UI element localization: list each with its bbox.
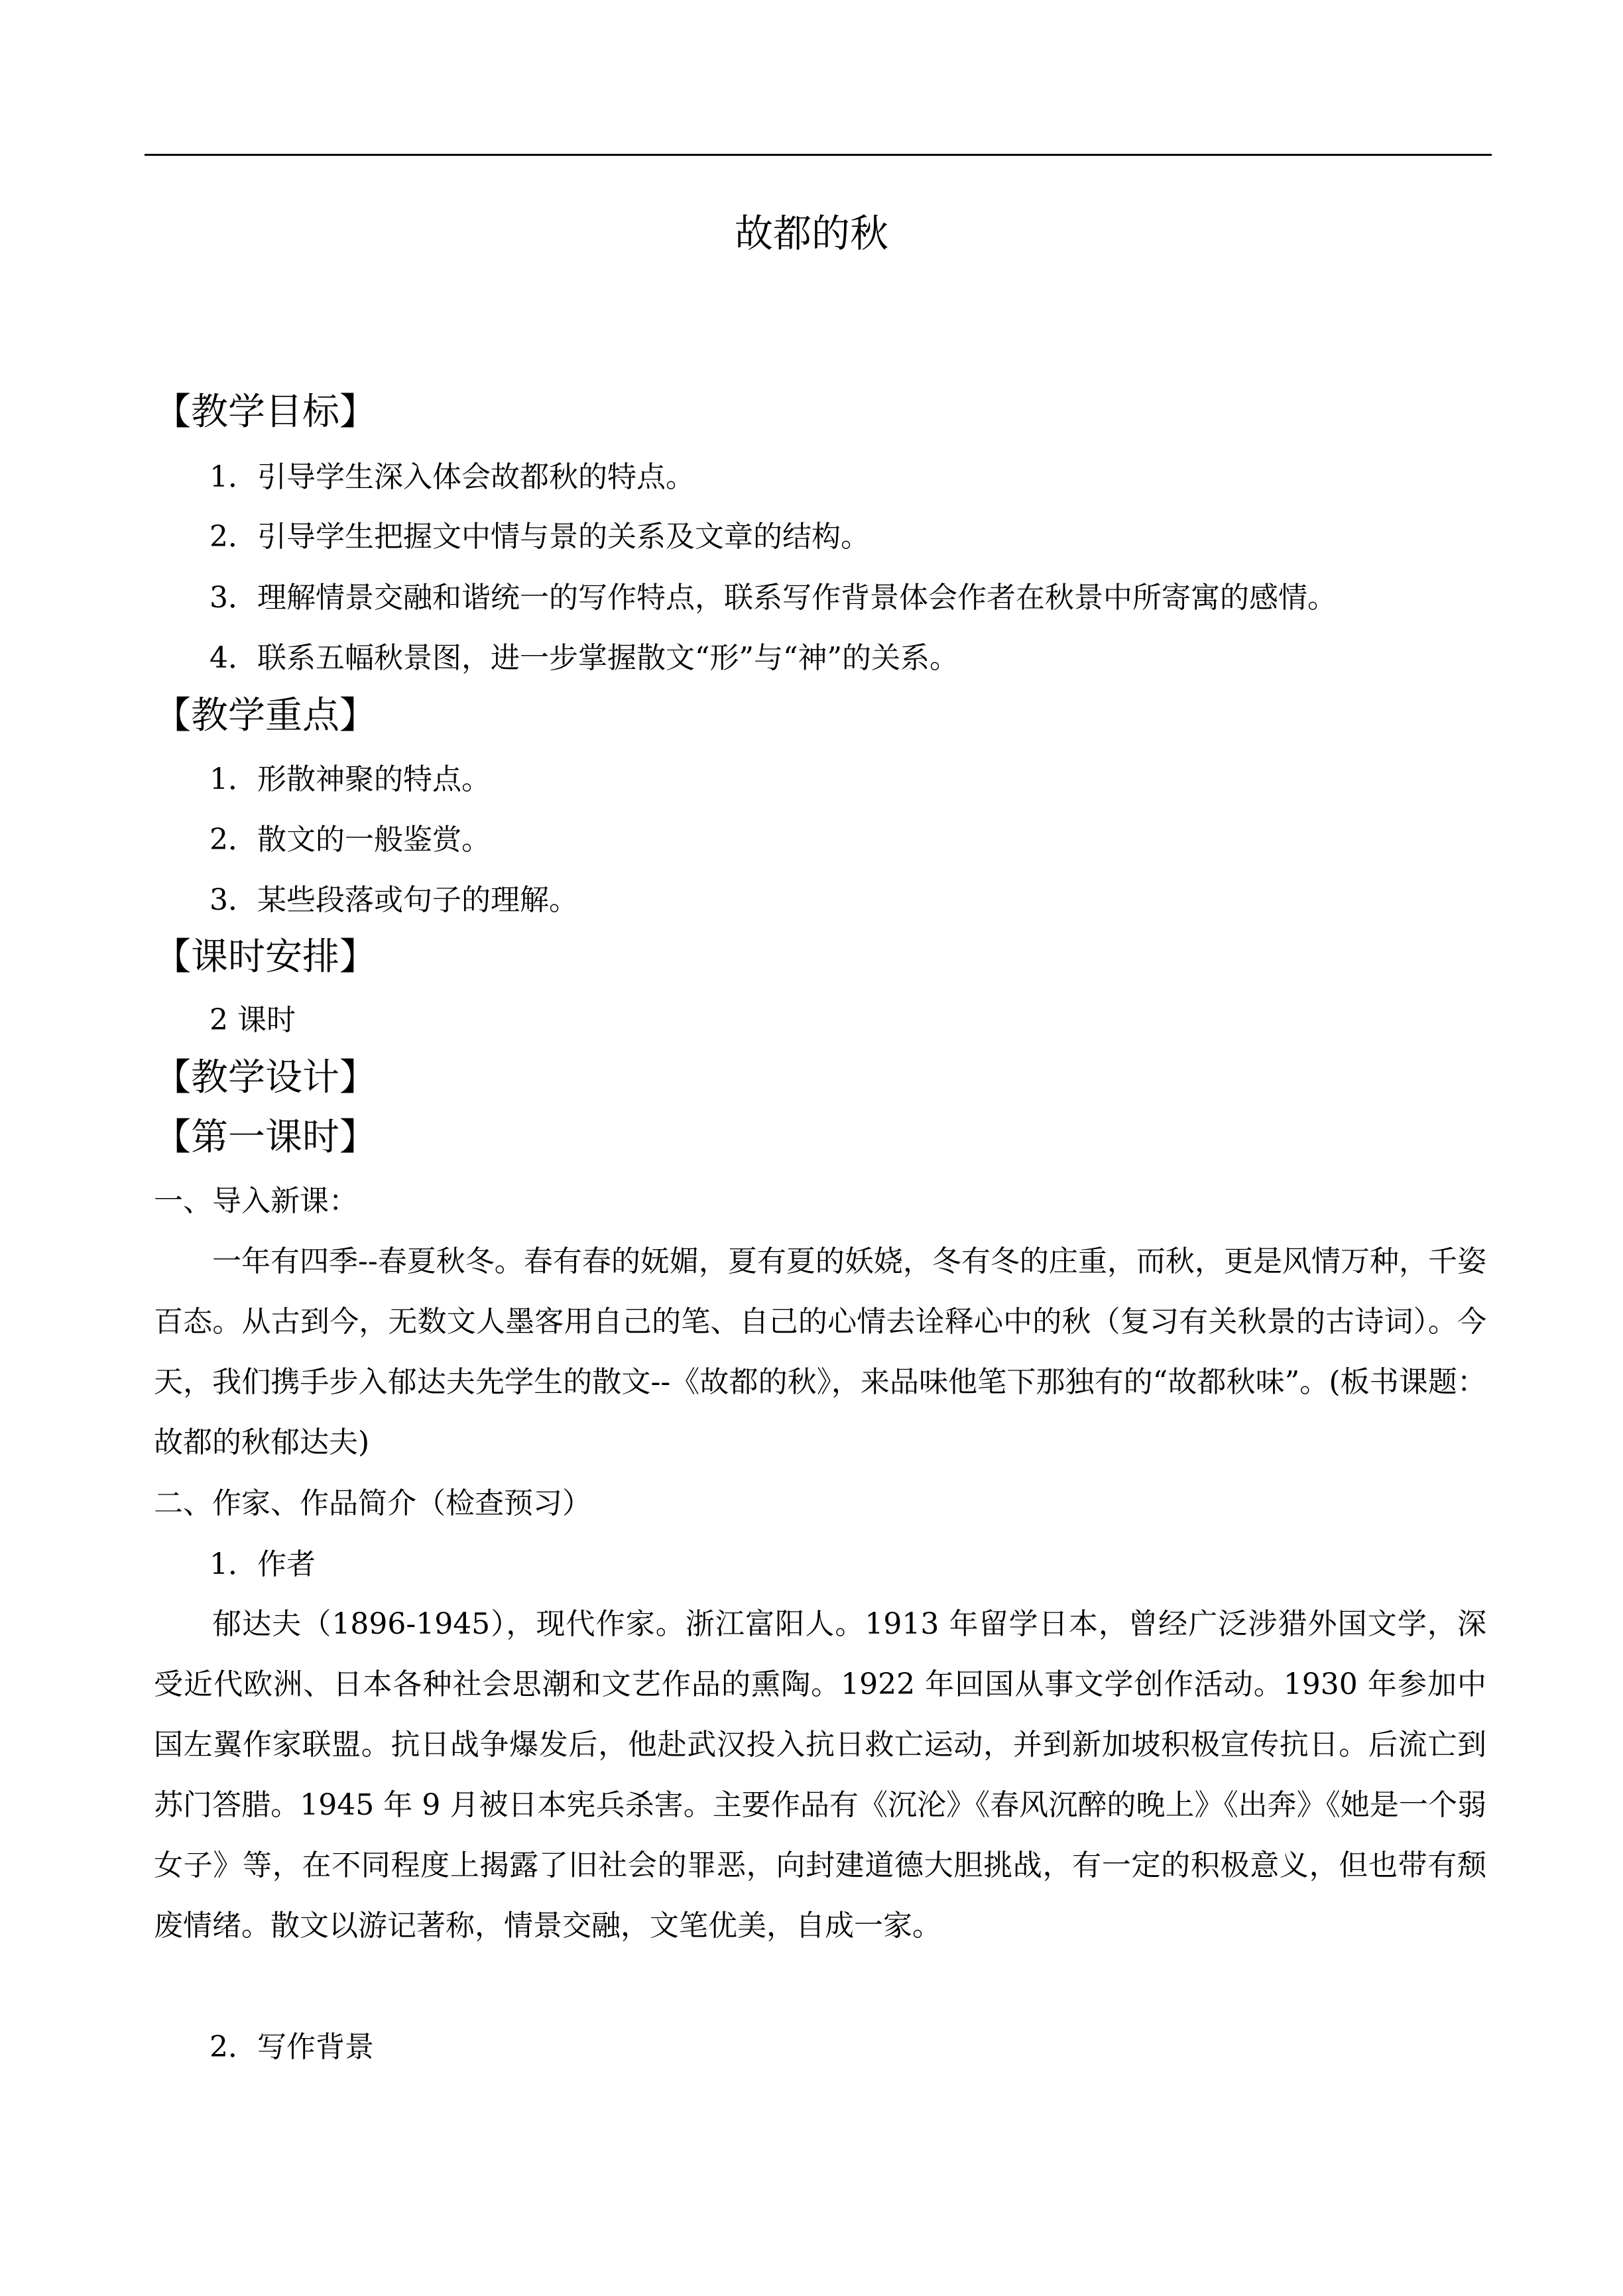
header-rule bbox=[145, 154, 1492, 156]
intro-paragraph bbox=[154, 1231, 1486, 1473]
background-heading: 2．写作背景 bbox=[210, 2030, 374, 2064]
intro-text: 一年有四季--春夏秋冬。春有春的妩媚，夏有夏的妖娆，冬有冬的庄重，而秋，更是风情万种，千姿百态。从古到今，无数文人墨客用自己的笔、自己的心情去诠释心中的秋（复习有关秋景的古诗词）。今天，我们携手步入郁达夫先学生的散文--《故都的秋》，来品味他笔下那独有的“故都秋味”。(板书课题：故都的秋郁达夫) bbox=[154, 1244, 1486, 1459]
page-title: 故都的秋 bbox=[734, 211, 888, 256]
part2-heading: 二、作家、作品简介（检查预习） bbox=[154, 1486, 591, 1520]
schedule-heading: 【课时安排】 bbox=[154, 936, 377, 979]
design-heading: 【教学设计】 bbox=[154, 1056, 377, 1099]
schedule-text: 2 课时 bbox=[210, 1003, 296, 1037]
author-heading: 1．作者 bbox=[210, 1547, 316, 1581]
key-point-item: 1．形散神聚的特点。 bbox=[210, 762, 491, 796]
objectives-heading: 【教学目标】 bbox=[154, 391, 377, 434]
author-text: 郁达夫（1896-1945），现代作家。浙江富阳人。1913 年留学日本，曾经广泛涉猎外国文学，深受近代欧洲、日本各种社会思潮和文艺作品的熏陶。1922 年回国从事文学创作活动。1930 年参加中国左翼作家联盟。抗日战争爆发后，他赴武汉投入抗日救亡运动，并到新加坡积极宣传抗日。后流亡到苏门答腊。1945 年 9 月被日本宪兵杀害。主要作品有《沉沦》《春风沉醉的晚上》《出奔》《她是一个弱女子》等，在不同程度上揭露了旧社会的罪恶，向封建道德大胆挑战，有一定的积极意义，但也带有颓废情绪。散文以游记著称，情景交融，文笔优美，自成一家。 bbox=[154, 1607, 1486, 1943]
key-points-heading: 【教学重点】 bbox=[154, 694, 377, 737]
objective-item: 2．引导学生把握文中情与景的关系及文章的结构。 bbox=[210, 520, 870, 554]
objective-item: 4．联系五幅秋景图，进一步掌握散文“形”与“神”的关系。 bbox=[210, 641, 959, 675]
key-point-item: 3．某些段落或句子的理解。 bbox=[210, 883, 578, 917]
key-point-item: 2．散文的一般鉴赏。 bbox=[210, 823, 491, 857]
objective-item: 1．引导学生深入体会故都秋的特点。 bbox=[210, 460, 695, 494]
part1-heading: 一、导入新课： bbox=[154, 1184, 358, 1218]
author-paragraph bbox=[154, 1594, 1486, 1956]
objective-item: 3．理解情景交融和谐统一的写作特点，联系写作背景体会作者在秋景中所寄寓的感情。 bbox=[210, 581, 1337, 615]
lesson1-heading: 【第一课时】 bbox=[154, 1116, 377, 1159]
